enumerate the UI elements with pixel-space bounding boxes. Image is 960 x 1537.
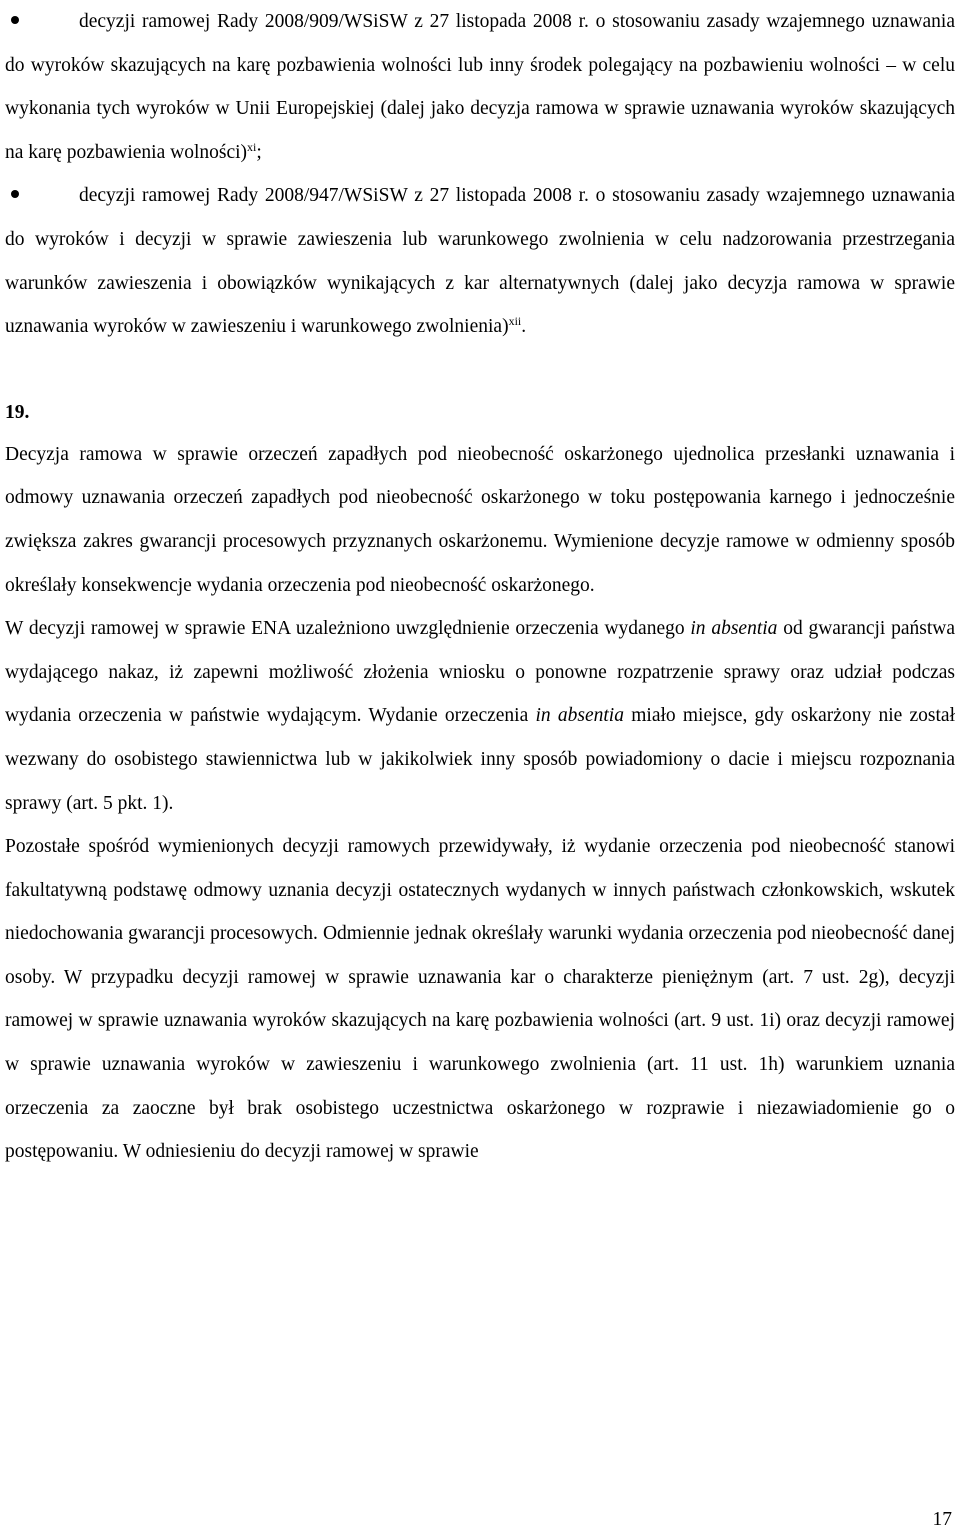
paragraph-text: W decyzji ramowej w sprawie ENA uzależniono uwzględnienie orzeczenia wydanego	[5, 618, 691, 640]
list-item	[5, 174, 955, 348]
page-content	[5, 0, 955, 1174]
list-item-text: decyzji ramowej Rady 2008/909/WSiSW z 27 listopada 2008 r. o stosowaniu zasady wzajemnego uznawania do wyroków skazujących na karę pozbawienia wolności lub inny środek polegający na pozbawieniu wolności – w celu wykonania tych wyroków w Unii Europejskiej (dalej jako decyzja ramowa w sprawie uznawania wyroków skazujących na karę pozbawienia wolności)	[5, 11, 955, 163]
framework-decisions-list	[5, 0, 955, 349]
bullet-icon	[11, 16, 19, 24]
footnote-marker[interactable]: xii	[508, 314, 522, 329]
list-item-suffix: ;	[256, 141, 262, 163]
list-item-suffix: .	[521, 316, 527, 338]
paragraph	[5, 607, 955, 825]
paragraph-text: miało miejsce, gdy oskarżony nie został wezwany do osobistego stawiennictwa lub w jakikolwiek inny sposób powiadomiony o dacie i miejscu rozpoznania sprawy (art. 5 pkt. 1).	[5, 705, 955, 814]
page-number: 17	[932, 1509, 952, 1530]
paragraph: Pozostałe spośród wymienionych decyzji ramowych przewidywały, iż wydanie orzeczenia pod nieobecność stanowi fakultatywną podstawę odmowy uznania decyzji ostatecznych wydanych w innych państwach członkowskich, wskutek niedochowania gwarancji procesowych. Odmiennie jednak określały warunki wydania orzeczenia pod nieobecność danej osoby. W przypadku decyzji ramowej w sprawie uznawania kar o charakterze pieniężnym (art. 7 ust. 2g), decyzji ramowej w sprawie uznawania wyroków skazujących na karę pozbawienia wolności (art. 9 ust. 1i) oraz decyzji ramowej w sprawie uznawania wyroków w zawieszeniu i warunkowego zwolnienia (art. 11 ust. 1h) warunkiem uznania orzeczenia za zaoczne był brak osobistego uczestnictwa oskarżonego w rozprawie i niezawiadomienie go o postępowaniu. W odniesieniu do decyzji ramowej w sprawie	[5, 836, 955, 1163]
italic-term: in absentia	[535, 705, 624, 727]
section-number: 19.	[5, 401, 30, 423]
list-item-text: decyzji ramowej Rady 2008/947/WSiSW z 27 listopada 2008 r. o stosowaniu zasady wzajemnego uznawania do wyroków i decyzji w sprawie zawieszenia lub warunkowego zwolnienia w celu nadzorowania przestrzegania warunków zawieszenia i obowiązków wynikających z kar alternatywnych (dalej jako decyzja ramowa w sprawie uznawania wyroków w zawieszeniu i warunkowego zwolnienia)	[5, 185, 955, 338]
list-item	[5, 0, 955, 174]
bullet-icon	[11, 190, 19, 198]
italic-term: in absentia	[690, 618, 778, 640]
paragraph-text: od gwarancji państwa wydającego nakaz, iż zapewni możliwość złożenia wniosku o ponowne rozpatrzenie sprawy oraz udział podczas wydania orzeczenia w państwie wydającym. Wydanie orzeczenia	[5, 618, 956, 727]
footnote-marker[interactable]: xi	[247, 139, 257, 154]
paragraph: Decyzja ramowa w sprawie orzeczeń zapadłych pod nieobecność oskarżonego ujednolica przesłanki uznawania i odmowy uznawania orzeczeń zapadłych pod nieobecność oskarżonego w toku postępowania karnego i jednocześnie zwiększa zakres gwarancji procesowych przyznanych oskarżonemu. Wymienione decyzje ramowe w odmienny sposób określały konsekwencje wydania orzeczenia pod nieobecność oskarżonego.	[5, 443, 955, 596]
